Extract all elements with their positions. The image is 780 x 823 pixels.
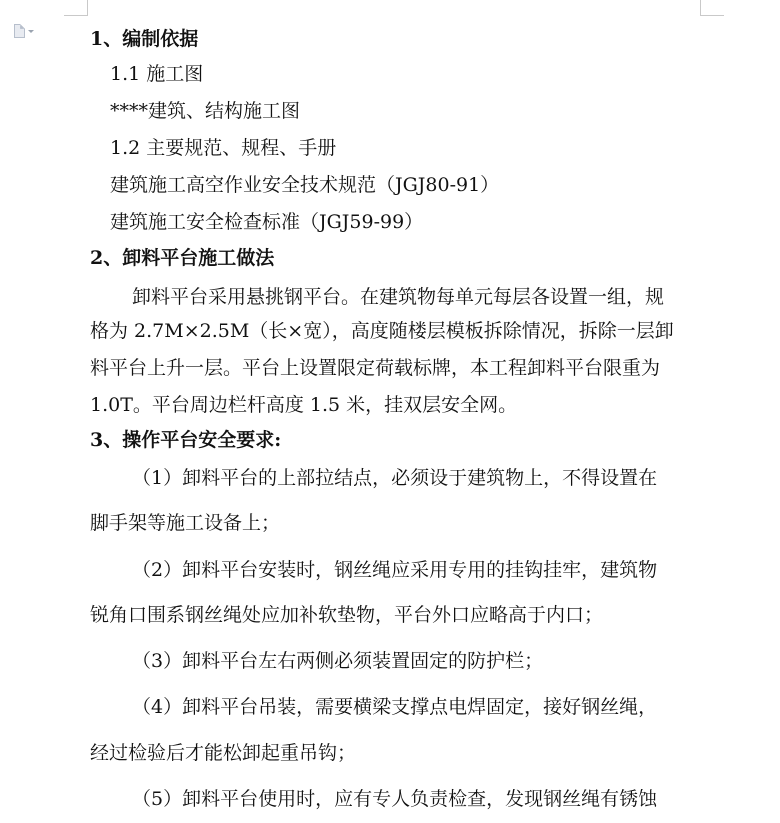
section-heading-2: 2、卸料平台施工做法 [90,247,275,269]
chevron-down-icon [28,30,34,33]
margin-mark-right [700,0,724,16]
paragraph-line: 卸料平台采用悬挑钢平台。在建筑物每单元每层各设置一组，规 [132,286,665,308]
list-item-line: （3）卸料平台左右两侧必须装置固定的防护栏； [132,650,544,672]
section-heading-1: 1、编制依据 [90,28,199,50]
paragraph-line: 1.0T。平台周边栏杆高度 1.5 米，挂双层安全网。 [90,394,518,416]
paragraph-line: 建筑施工安全检查标准（JGJ59-99） [110,211,424,233]
section-heading-3: 3、操作平台安全要求: [90,429,282,451]
paragraph-line: 格为 2.7M×2.5M（长×宽），高度随楼层模板拆除情况，拆除一层卸 [90,320,674,342]
margin-mark-left [64,0,88,16]
paragraph-line: 料平台上升一层。平台上设置限定荷载标牌，本工程卸料平台限重为 [90,357,661,379]
list-item-line: （4）卸料平台吊装，需要横梁支撑点电焊固定，接好钢丝绳， [132,696,658,718]
subsection-1-1: 1.1 施工图 [110,63,204,85]
paragraph-line: 建筑施工高空作业安全技术规范（JGJ80-91） [110,174,500,196]
document-icon[interactable] [14,22,40,40]
list-item-line: （1）卸料平台的上部拉结点，必须设于建筑物上，不得设置在 [132,467,658,489]
subsection-1-2: 1.2 主要规范、规程、手册 [110,137,337,159]
list-item-line: （2）卸料平台安装时，钢丝绳应采用专用的挂钩挂牢，建筑物 [132,559,658,581]
list-item-line: 脚手架等施工设备上； [90,512,281,534]
list-item-line: 锐角口围系钢丝绳处应加补软垫物，平台外口应略高于内口； [90,604,604,626]
list-item-line: （5）卸料平台使用时，应有专人负责检查，发现钢丝绳有锈蚀 [132,788,658,810]
list-item-line: 经过检验后才能松卸起重吊钩； [90,742,357,764]
paragraph-line: ****建筑、结构施工图 [110,100,301,122]
page-glyph [14,24,25,38]
